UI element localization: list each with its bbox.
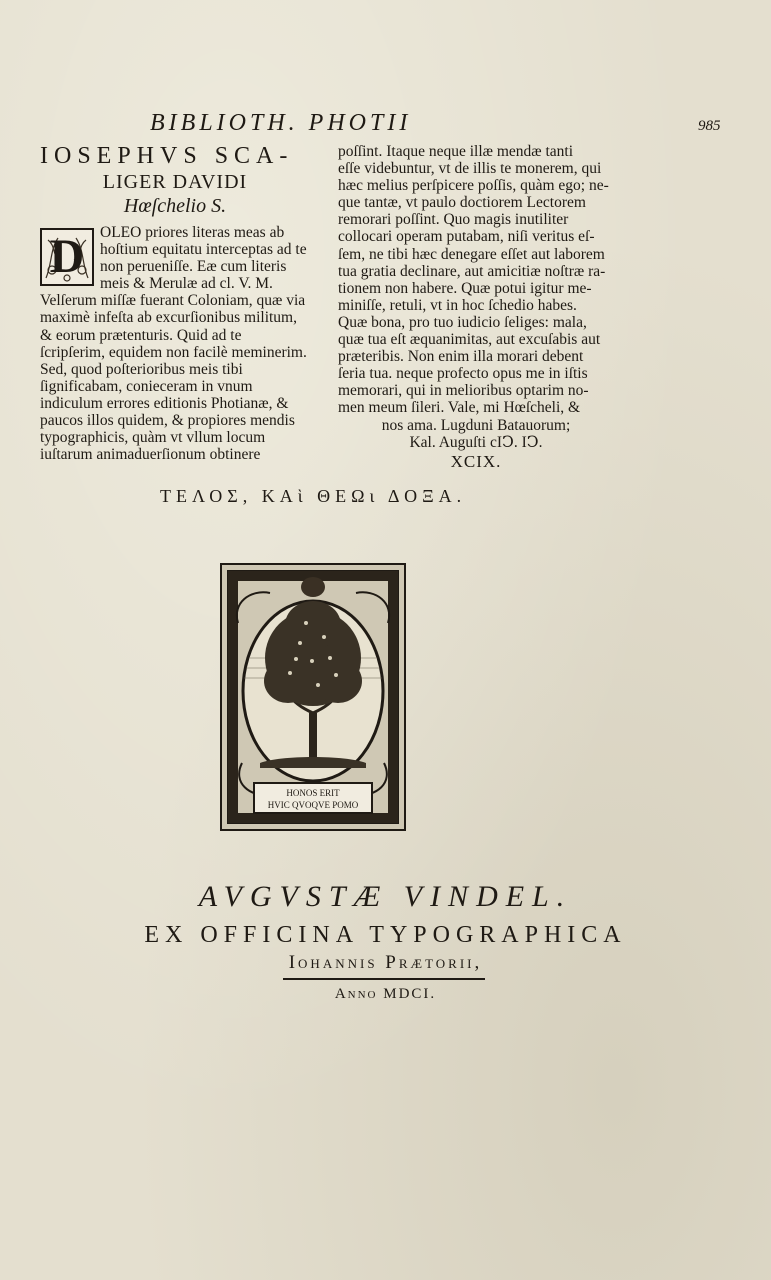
letter-line: men meum ſileri. Vale, mi Hœſcheli, & [338,399,581,417]
letter-line: remorari poſſint. Quo magis inutiliter [338,211,569,229]
imprint-city: AVGVSTÆ VINDEL. [198,880,573,913]
imprint-year: Anno MDCI. [334,986,437,1002]
imprint-divider [283,978,485,980]
letter-line: eſſe videbuntur, vt de illis te monerem, qui [338,160,602,178]
section-numeral: XCIX. [450,451,502,471]
page-number: 985 [698,118,721,134]
letter-left-column [40,143,310,463]
letter-line: ſeria tua. neque profecto opus me in iſtis [338,365,588,383]
letter-line: ſem, ne tibi hæc denegare eſſet aut laborem [338,245,605,263]
imprint-printer: Iohannis Prætorii, [288,952,483,973]
colophon-greek: ΤΕΛΟΣ, ΚΑὶ ΘΕΩι ΔΟΞΑ. [160,486,467,506]
letter-line: que tantæ, vt paulo doctiorem Lectorem [338,194,586,212]
tree-woodcut-icon [220,563,406,831]
letter-line: hæc melius perſpicere poſſis, quàm ego; ne- [338,177,609,195]
letter-heading-sender-cont: LIGER DAVIDI [102,171,248,193]
letter-line: collocari operam putabam, niſi veritus eſ- [338,228,595,246]
letter-line: præteribis. Non enim illa morari debent [338,348,584,366]
letter-body-left: OLEO priores literas meas ab hoſtium equitatu interceptas ad te non perueniſſe. Eæ cum literis meis & Merulæ ad cl. V. M. Velſerum miſſæ fuerant Coloniam, quæ via maximè infeſta ab excurſionibus militum, & eorum prætenturis. Quid ad te ſcripſerim, equidem non facilè meminerim. Sed, quod poſterioribus meis tibi ſignificabam, conieceram in vnum indiculum errores editionis Photianæ, & paucos illos quidem, & propiores mendis typographicis, quàm vt vllum locum iuſtarum animaduerſionum obtinere [40,224,307,464]
letter-line: quæ tua eſt æquanimitas, aut excuſabis aut [338,331,601,349]
letter-line: memorari, qui in melioribus optarim no- [338,382,589,400]
letter-heading-recipient: Hœſchelio S. [123,195,227,217]
letter-line: tua gratia declinare, aut amicitiæ noſtræ ra- [338,262,606,280]
letter-line: poſſint. Itaque neque illæ mendæ tanti [338,143,574,160]
device-motto-line2: HVIC QVOQVE POMO [267,800,359,810]
device-motto-line1: HONOS ERIT [286,788,340,798]
imprint-office: EX OFFICINA TYPOGRAPHICA [144,922,627,948]
letter-line: tionem non habere. Quæ potui igitur me- [338,279,592,297]
letter-line: Quæ bona, pro tuo iudicio ſeliges: mala, [338,313,587,331]
letter-heading-sender: IOSEPHVS SCA- [40,143,294,169]
letter-opening [40,224,310,463]
letter-right-column [338,143,614,472]
ornamental-initial [40,228,94,286]
letter-line: miniſſe, retuli, vt in hoc ſchedio habes. [338,296,577,314]
dropcap-letter: D [49,230,85,283]
letter-closing-place: nos ama. Lugduni Batauorum; [381,416,571,434]
printers-device [220,563,406,831]
running-title: BIBLIOTH. PHOTII [150,110,412,136]
letter-date: Kal. Auguſti cIↃ. IↃ. [409,433,543,451]
